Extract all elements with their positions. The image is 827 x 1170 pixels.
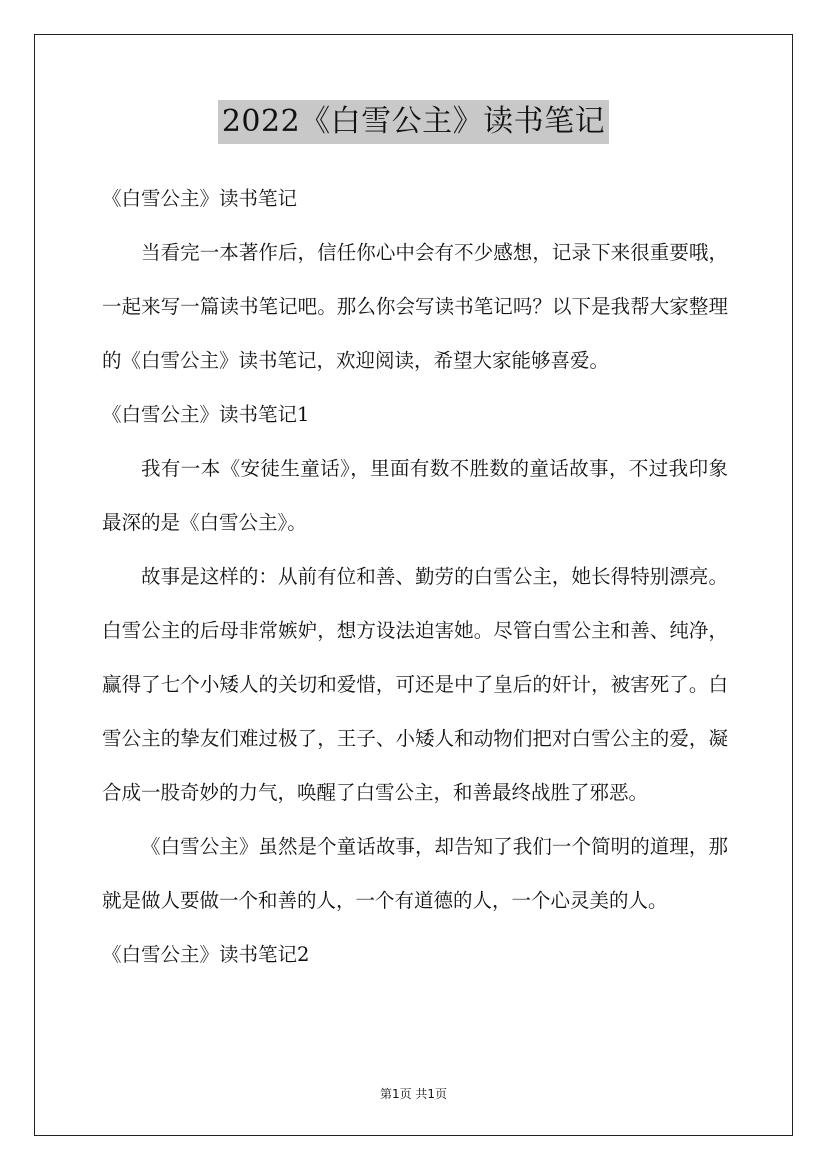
paragraph-1: 我有一本《安徒生童话》，里面有数不胜数的童话故事，不过我印象最深的是《白雪公主》。 (102, 457, 728, 534)
document-body (102, 172, 728, 982)
intro-paragraph: 当看完一本著作后，信任你心中会有不少感想，记录下来很重要哦，一起来写一篇读书笔记吧。那么你会写读书笔记吗？以下是我帮大家整理的《白雪公主》读书笔记，欢迎阅读，希望大家能够喜爱。 (102, 241, 728, 372)
document-title: 2022《白雪公主》读书笔记 (218, 100, 609, 144)
section-heading-2: 《白雪公主》读书笔记2 (102, 943, 310, 966)
title-container (0, 100, 827, 144)
paragraph-2: 故事是这样的：从前有位和善、勤劳的白雪公主，她长得特别漂亮。白雪公主的后母非常嫉妒，想方设法迫害她。尽管白雪公主和善、纯净，赢得了七个小矮人的关切和爱惜，可还是中了皇后的奸计，被害死了。白雪公主的挚友们难过极了，王子、小矮人和动物们把对白雪公主的爱，凝合成一股奇妙的力气，唤醒了白雪公主，和善最终战胜了邪恶。 (102, 565, 728, 804)
paragraph-3: 《白雪公主》虽然是个童话故事，却告知了我们一个简明的道理，那就是做人要做一个和善的人，一个有道德的人，一个心灵美的人。 (102, 835, 728, 912)
page-footer: 第1页 共1页 (379, 1087, 448, 1101)
section-heading-1: 《白雪公主》读书笔记1 (102, 403, 310, 426)
subtitle: 《白雪公主》读书笔记 (102, 187, 298, 210)
